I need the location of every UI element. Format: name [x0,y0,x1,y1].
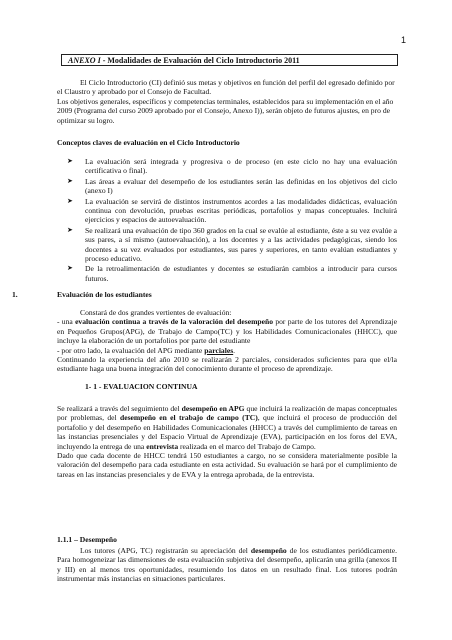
text-run: de los estudiantes periódicamente. Para homogeneizar las dimensiones de esta evaluación subjetiva del desempeño, aplicarán una grilla (anexos II y III) en al menos tres oportunidades, resumiendo los datos en un resultado final. Los tutores podrán instrumentar más instancias en situaciones particulares. [57,546,397,584]
document-title [61,54,398,66]
intro-section [57,78,397,125]
bold-text: desempeño en APG [181,404,245,413]
bold-text: desempeño [250,546,287,555]
subsubsection-heading: 1.1.1 – Desempeño [57,535,117,544]
concept-text: De la retroalimentación de estudiantes y docentes se estudiarán cambios a introducir para cursos futuros. [85,264,397,283]
page-number: 1 [400,35,406,45]
arrow-bullet-icon: ➤ [67,225,73,234]
bold-text: entrevista [146,441,179,451]
section1-paragraph-2 [57,317,397,345]
arrow-bullet-icon: ➤ [67,196,73,205]
subsection-heading: 1- 1 - EVALUACION CONTINUA [85,382,198,391]
title-annex-label: ANEXO I [68,56,101,65]
subsection-body [57,404,397,479]
text-run: por parte de los tutores del Aprendizaje en Pequeños Grupos(APG), de Trabajo de Campo(TC) y los Habilidades Comunicacionales (HHCC), que incluye la elaboración de un portafolios por parte del estudiante [57,317,397,346]
bold-text: evaluación continua a través de la valoración del desempeño [75,317,274,327]
bold-text: desempeño en el trabajo de campo (TC) [119,413,258,423]
text-run: Se realizará a través del seguimiento del [57,404,182,413]
text-run: , que incluirá el proceso de producción del portafolio y del desempeño en Habilidades Comunicacionales (HHCC) a través del cumplimiento de tareas en las instancias presenciales y del Espacio Virtual de Aprendizaje (EVA), participación en los foros del EVA, incluyendo la entrega de una [57,413,397,451]
intro-paragraph-1: El Ciclo Introductorio (CI) definió sus metas y objetivos en función del perfil del egresado definido por el Claustro y aprobado por el Consejo de Facultad. [57,78,395,97]
section1-body [57,308,397,374]
subsection-paragraph-2: Dado que cada docente de HHCC tendrá 150 estudiantes a cargo, no se considera materialmente posible la valoración del desempeño para cada estudiante en esta actividad. Su evaluación se hará por el cumplimiento de tareas en las instancias presenciales y de EVA y la entrega aprobada, de la entrevista. [57,451,397,479]
arrow-bullet-icon: ➤ [67,157,73,165]
text-run: - por otro lado, la evaluación del APG mediante [57,345,205,355]
concept-text: Se realizará una evaluación de tipo 360 grados en la cual se evalúe al estudiante, éste a su vez evalúe a sus pares, a sí mismo (autoevaluación), a los docentes y a las actividades pedagógicas, siendo los docentes a su vez evaluados por estudiantes, sus pares y superiores, en tanto evalúan estudiantes y proceso educativo. [85,225,397,264]
text-run: - una [57,317,76,327]
text-run: Los tutores (APG, TC) registrarán su apreciación del [80,546,251,555]
concepts-list-container [57,157,397,284]
concept-text: La evaluación será integrada y progresiva o de proceso (en este ciclo no hay una evaluación certificativa o final). [85,157,397,176]
text-run: . [233,345,236,355]
intro-paragraph-2: Los objetivos generales, específicos y competencias terminales, establecidos para su implementación en el año 2009 (Programa del curso 2009 aprobado por el Consejo, Anexo I)), serán objeto de futuros ajustes, en pro de optimizar su logro. [57,96,394,125]
subsubsection-body [57,546,397,584]
concepts-heading: Conceptos claves de evaluación en el Ciclo Introductorio [57,138,240,147]
subsubsection-paragraph-1 [57,546,397,584]
section-heading: Evaluación de los estudiantes [57,290,152,299]
arrow-bullet-icon: ➤ [67,264,73,273]
concept-text: Las áreas a evaluar del desempeño de los estudiantes serán las definidas en los objetivos del ciclo (anexo I) [85,176,397,196]
concept-text: La evaluación se servirá de distintos instrumentos acordes a las modalidades didácticas, evaluación continua con devolución, pruebas escritas periódicas, portafolios y mapas conceptuales. Incluirá ejercicios y espacios de autoevaluación. [85,196,397,225]
subsection-paragraph-1 [57,404,397,451]
concepts-list [57,157,397,283]
text-run: que incluirá la realización de mapas conceptuales por problemas, del [57,404,397,423]
section1-paragraph-3 [57,346,397,355]
list-item [57,226,397,264]
section1-paragraph-1: Constará de dos grandes vertientes de evaluación: [80,308,232,317]
list-item [57,177,397,196]
arrow-bullet-icon: ➤ [67,176,73,185]
title-text: - Modalidades de Evaluación del Ciclo Introductorio 2011 [100,56,300,65]
list-item [57,264,397,283]
list-item [57,197,397,225]
list-item [57,157,397,176]
text-run: realizada en el marco del Trabajo de Campo. [178,441,316,451]
section-number: 1. [12,290,18,299]
section1-paragraph-4: Continuando la experiencia del año 2010 se realizarán 2 parciales, considerados suficientes para que el/la estudiante haga una buena integración del conocimiento durante el proceso de aprendizaje. [57,355,397,374]
bold-underlined-text: parciales [204,345,234,355]
